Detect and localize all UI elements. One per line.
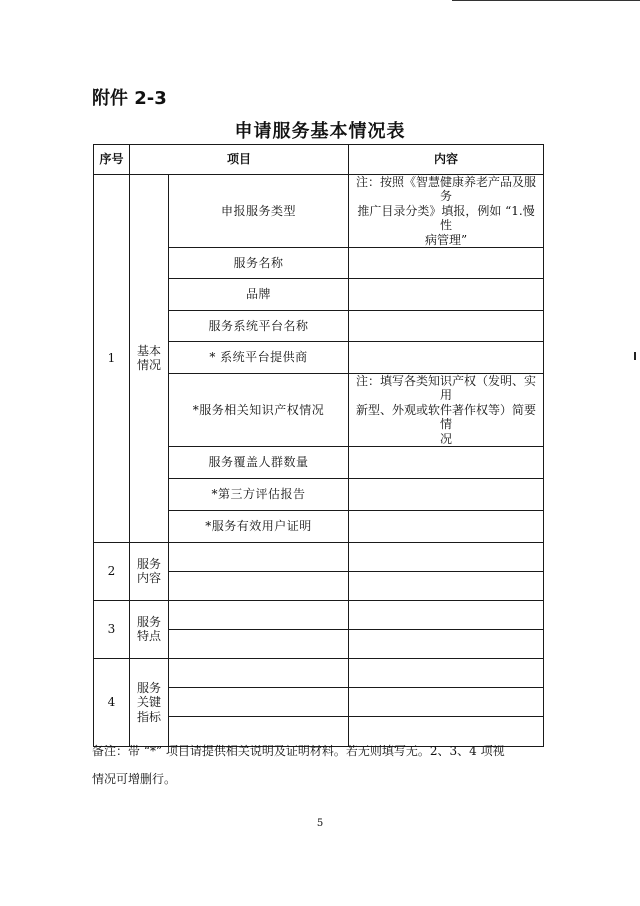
form-title: 申请服务基本情况表: [234, 121, 406, 142]
note-line: 推广目录分类》填报，例如 “1.慢性: [357, 203, 535, 233]
header-row: [94, 145, 544, 175]
content-cell[interactable]: [349, 341, 544, 373]
item-cell[interactable]: [169, 658, 349, 687]
content-cell[interactable]: [349, 310, 544, 341]
edge-mark: [634, 352, 636, 360]
item-cell[interactable]: [169, 629, 349, 658]
item-brand: 品牌: [169, 278, 349, 310]
section-number: 4: [94, 658, 130, 746]
note-ip-status: [349, 373, 544, 446]
content-cell[interactable]: [349, 478, 544, 510]
table-row: [94, 658, 544, 687]
section-category: [130, 600, 169, 658]
item-service-type: 申报服务类型: [169, 175, 349, 248]
note-line: 注：填写各类知识产权（发明、实用: [356, 373, 537, 403]
table-row: [94, 175, 544, 248]
service-info-table: [93, 144, 544, 747]
content-cell[interactable]: [349, 600, 544, 629]
category-line: 服务: [136, 680, 161, 695]
note-line: 况: [440, 431, 453, 446]
content-cell[interactable]: [349, 278, 544, 310]
item-third-party-report: *第三方评估报告: [169, 478, 349, 510]
category-line: 内容: [136, 571, 161, 586]
section-category: [130, 542, 169, 600]
attachment-label: 附件 2-3: [92, 88, 167, 109]
section-number: 1: [94, 175, 130, 543]
header-item: 项目: [130, 145, 349, 175]
section-number: 2: [94, 542, 130, 600]
content-cell[interactable]: [349, 629, 544, 658]
category-line: 特点: [136, 629, 161, 644]
header-seq: 序号: [94, 145, 130, 175]
item-coverage: 服务覆盖人群数量: [169, 446, 349, 478]
item-platform-name: 服务系统平台名称: [169, 310, 349, 341]
content-cell[interactable]: [349, 247, 544, 278]
footnote: [92, 737, 552, 793]
top-rule: [452, 0, 640, 1]
note-service-type: [349, 175, 544, 248]
header-content: 内容: [349, 145, 544, 175]
item-service-name: 服务名称: [169, 247, 349, 278]
item-user-proof: *服务有效用户证明: [169, 510, 349, 542]
content-cell[interactable]: [349, 542, 544, 571]
section-category: [130, 175, 169, 543]
category-line: 服务: [136, 557, 161, 572]
category-line: 情况: [136, 358, 161, 373]
item-cell[interactable]: [169, 542, 349, 571]
item-cell[interactable]: [169, 571, 349, 600]
page-number: 5: [316, 818, 324, 829]
item-cell[interactable]: [169, 600, 349, 629]
note-line: 新型、外观或软件著作权等）简要情: [356, 402, 537, 432]
content-cell[interactable]: [349, 687, 544, 716]
footnote-line: 情况可增删行。: [92, 772, 177, 786]
category-line: 关键: [136, 695, 161, 710]
item-cell[interactable]: [169, 687, 349, 716]
table-row: [94, 600, 544, 629]
content-cell[interactable]: [349, 510, 544, 542]
content-cell[interactable]: [349, 571, 544, 600]
section-category: [130, 658, 169, 746]
section-number: 3: [94, 600, 130, 658]
table-row: [94, 542, 544, 571]
content-cell[interactable]: [349, 446, 544, 478]
category-line: 指标: [136, 709, 161, 724]
footnote-line: 备注：带 “*” 项目请提供相关说明及证明材料。若无则填写无。2、3、4 项视: [92, 744, 505, 758]
item-ip-status: *服务相关知识产权情况: [169, 373, 349, 446]
content-cell[interactable]: [349, 658, 544, 687]
item-platform-provider: * 系统平台提供商: [169, 341, 349, 373]
category-line: 基本: [136, 344, 161, 359]
note-line: 注：按照《智慧健康养老产品及服务: [356, 175, 537, 204]
category-line: 服务: [136, 615, 161, 630]
note-line: 病管理”: [424, 232, 468, 247]
